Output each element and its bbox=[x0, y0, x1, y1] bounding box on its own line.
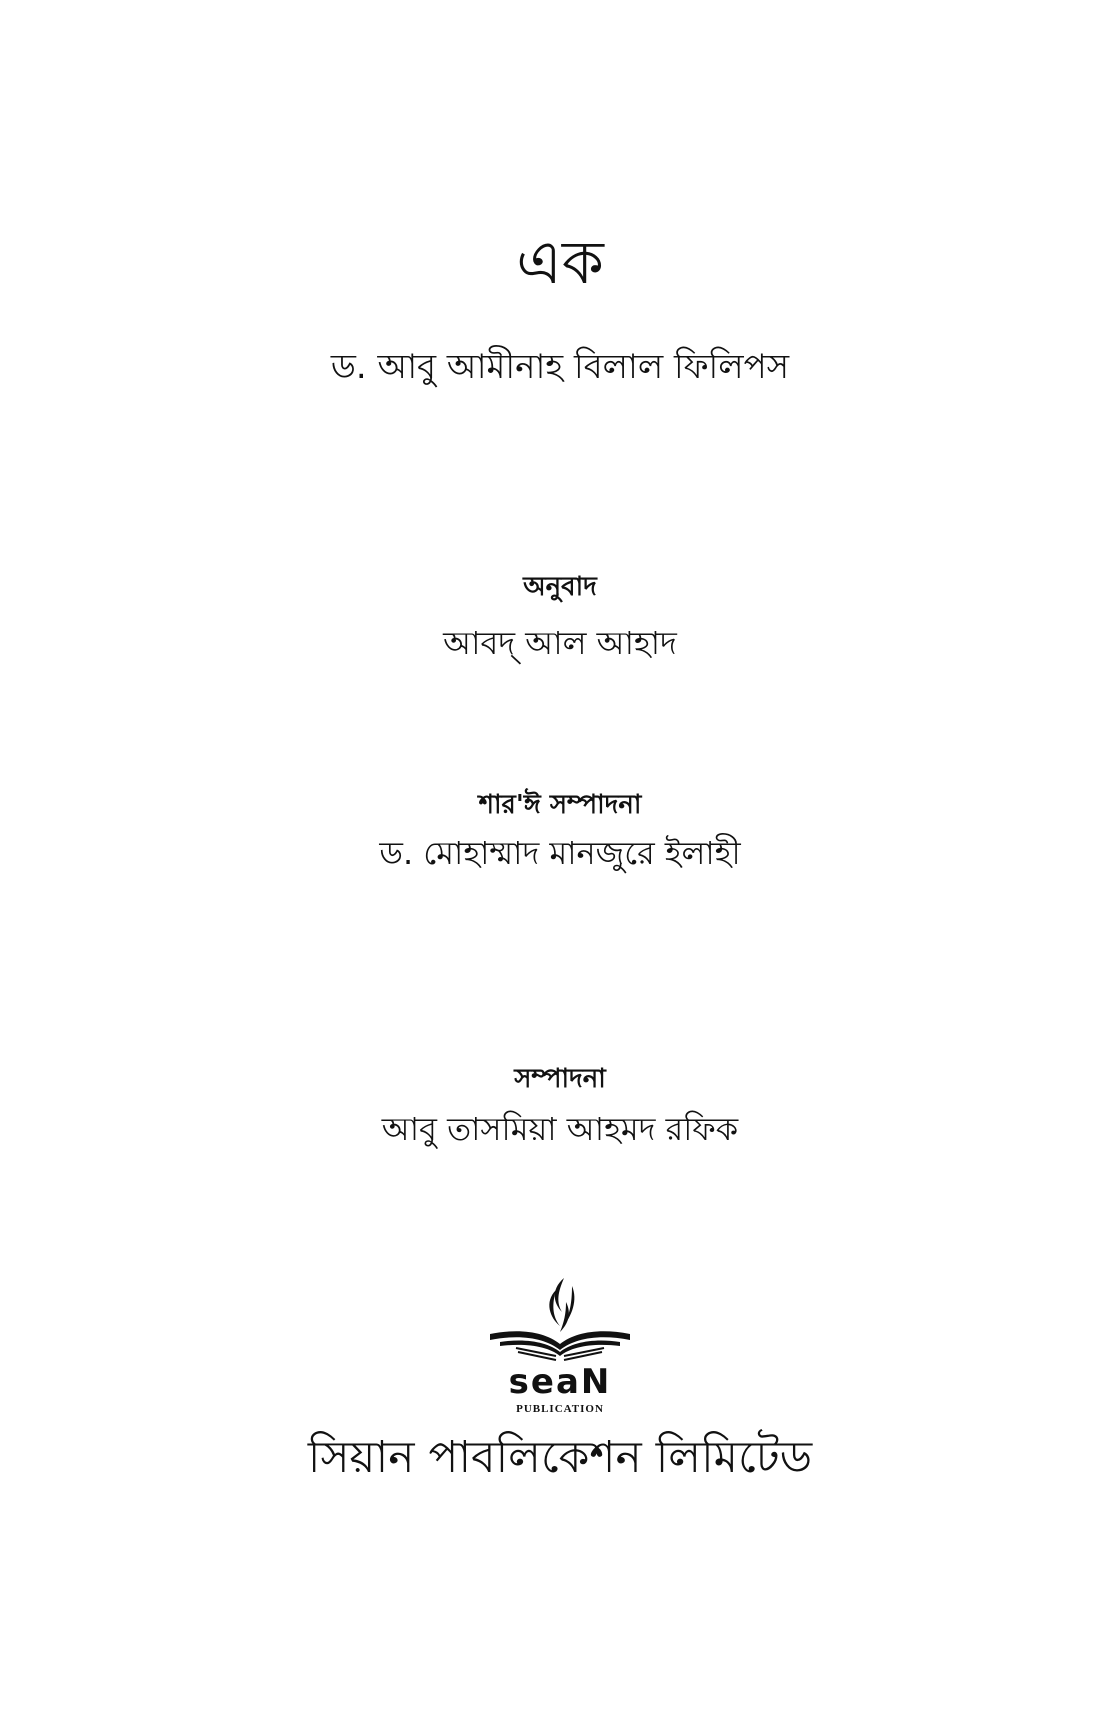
book-with-flame-logo-icon bbox=[460, 1272, 660, 1367]
book-title: এক bbox=[516, 228, 604, 298]
translation-label: অনুবাদ bbox=[523, 572, 597, 602]
editor-name: আবু তাসমিয়া আহমদ রফিক bbox=[381, 1110, 739, 1148]
sharia-editor-name: ড. মোহাম্মাদ মানজুরে ইলাহী bbox=[379, 834, 741, 872]
editing-label: সম্পাদনা bbox=[514, 1064, 606, 1094]
translator-name: আবদ্ আল আহাদ bbox=[443, 624, 677, 662]
publisher-logo bbox=[460, 1272, 660, 1422]
publisher-logo-wordmark: seaN bbox=[508, 1362, 612, 1402]
sharia-editing-label: শার'ঈ সম্পাদনা bbox=[478, 790, 642, 820]
publisher-logo-subtext: PUBLICATION bbox=[516, 1403, 604, 1415]
author-name: ড. আবু আমীনাহ বিলাল ফিলিপস bbox=[330, 347, 790, 387]
publisher-name: সিয়ান পাবলিকেশন লিমিটেড bbox=[307, 1432, 813, 1483]
